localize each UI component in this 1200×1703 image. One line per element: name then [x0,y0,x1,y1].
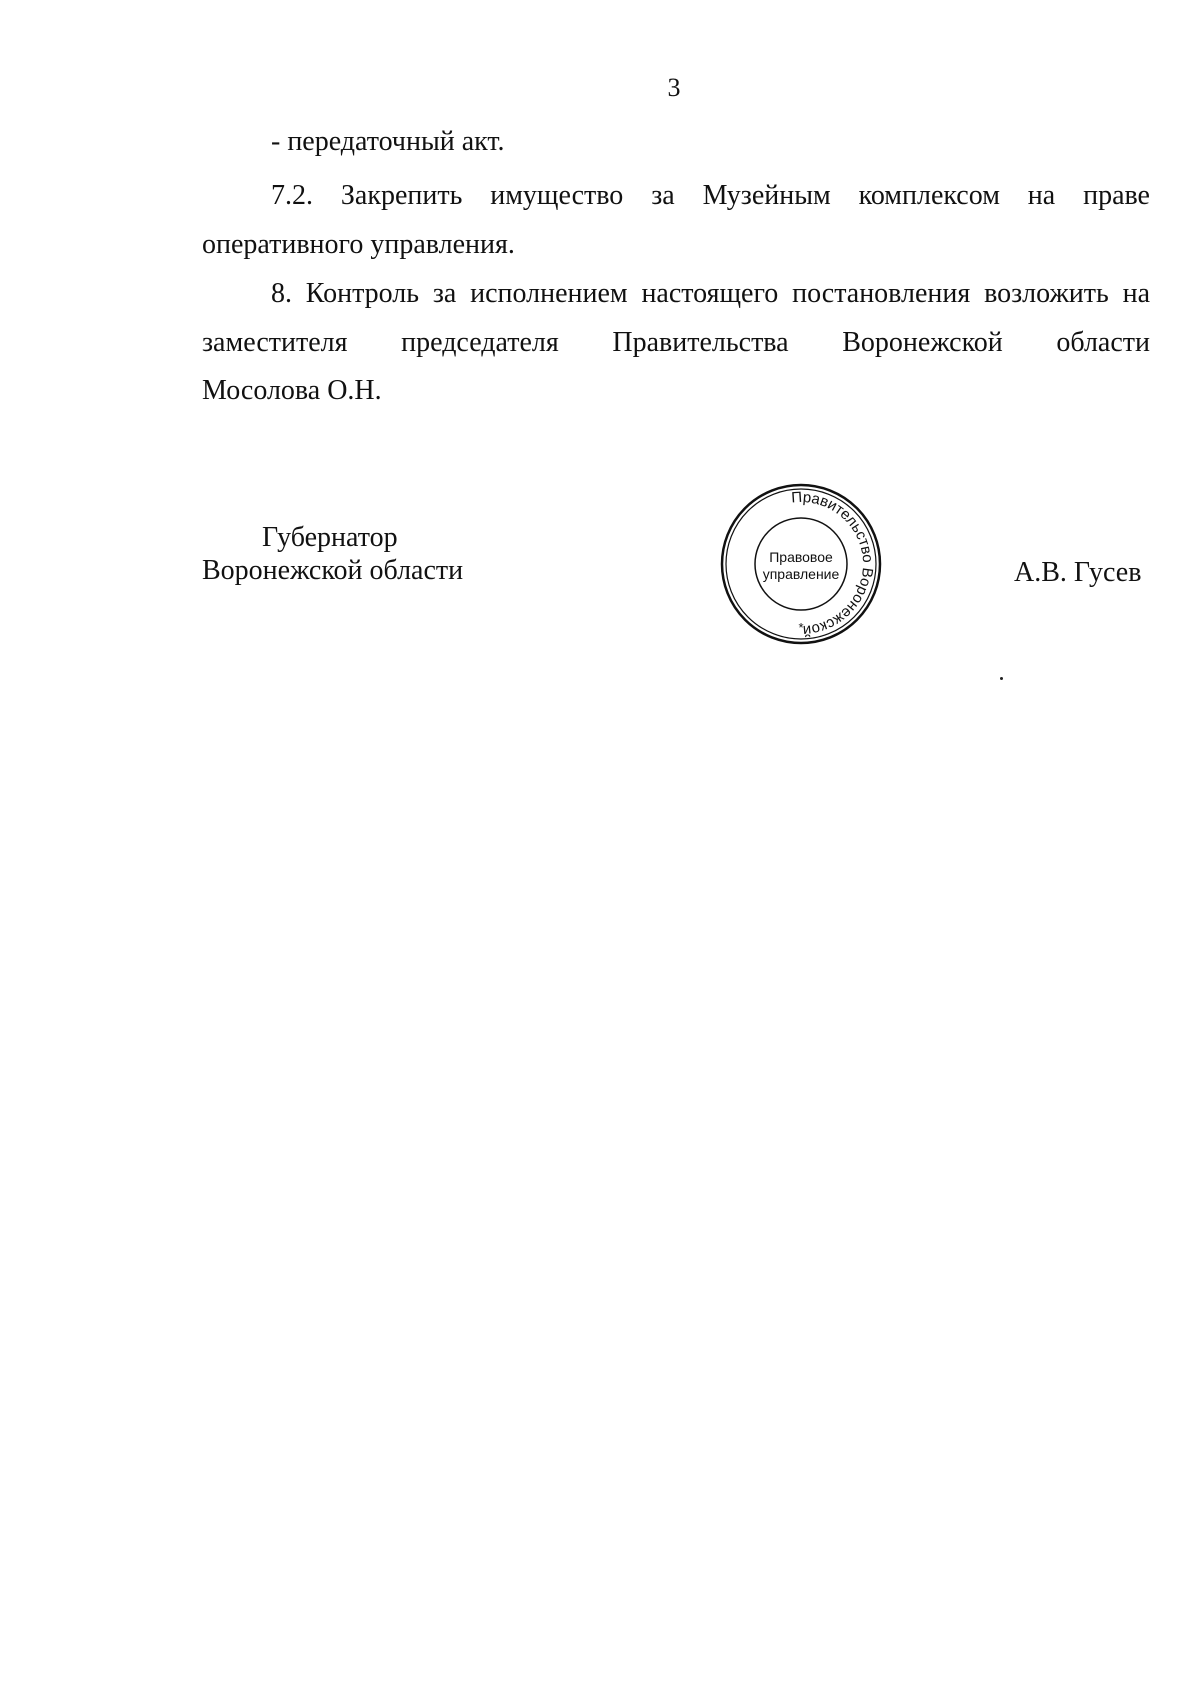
paragraph-transfer-act: - передаточный акт. [271,126,505,157]
scan-speck [1000,677,1003,680]
stamp-star: * [798,620,804,635]
stamp-center-line1: Правовое [769,549,833,565]
official-stamp [719,482,883,646]
paragraph-8-line2: заместителя председателя Правительства Воронежской области [202,327,1150,358]
paragraph-7-2-line2: оперативного управления. [202,229,515,260]
stamp-ring-text: Правительство Воронежской [790,488,877,640]
paragraph-7-2-line1: 7.2. Закрепить имущество за Музейным комплексом на праве [271,180,1150,211]
signatory-name: А.В. Гусев [1014,557,1142,588]
paragraph-8-line3: Мосолова О.Н. [202,375,382,406]
signatory-title-line2: Воронежской области [202,555,464,586]
paragraph-8-line1: 8. Контроль за исполнением настоящего постановления возложить на [271,278,1150,309]
stamp-center-line2: управление [762,566,840,582]
signatory-title-line1: Губернатор [262,522,398,553]
page-number: 3 [667,73,681,102]
